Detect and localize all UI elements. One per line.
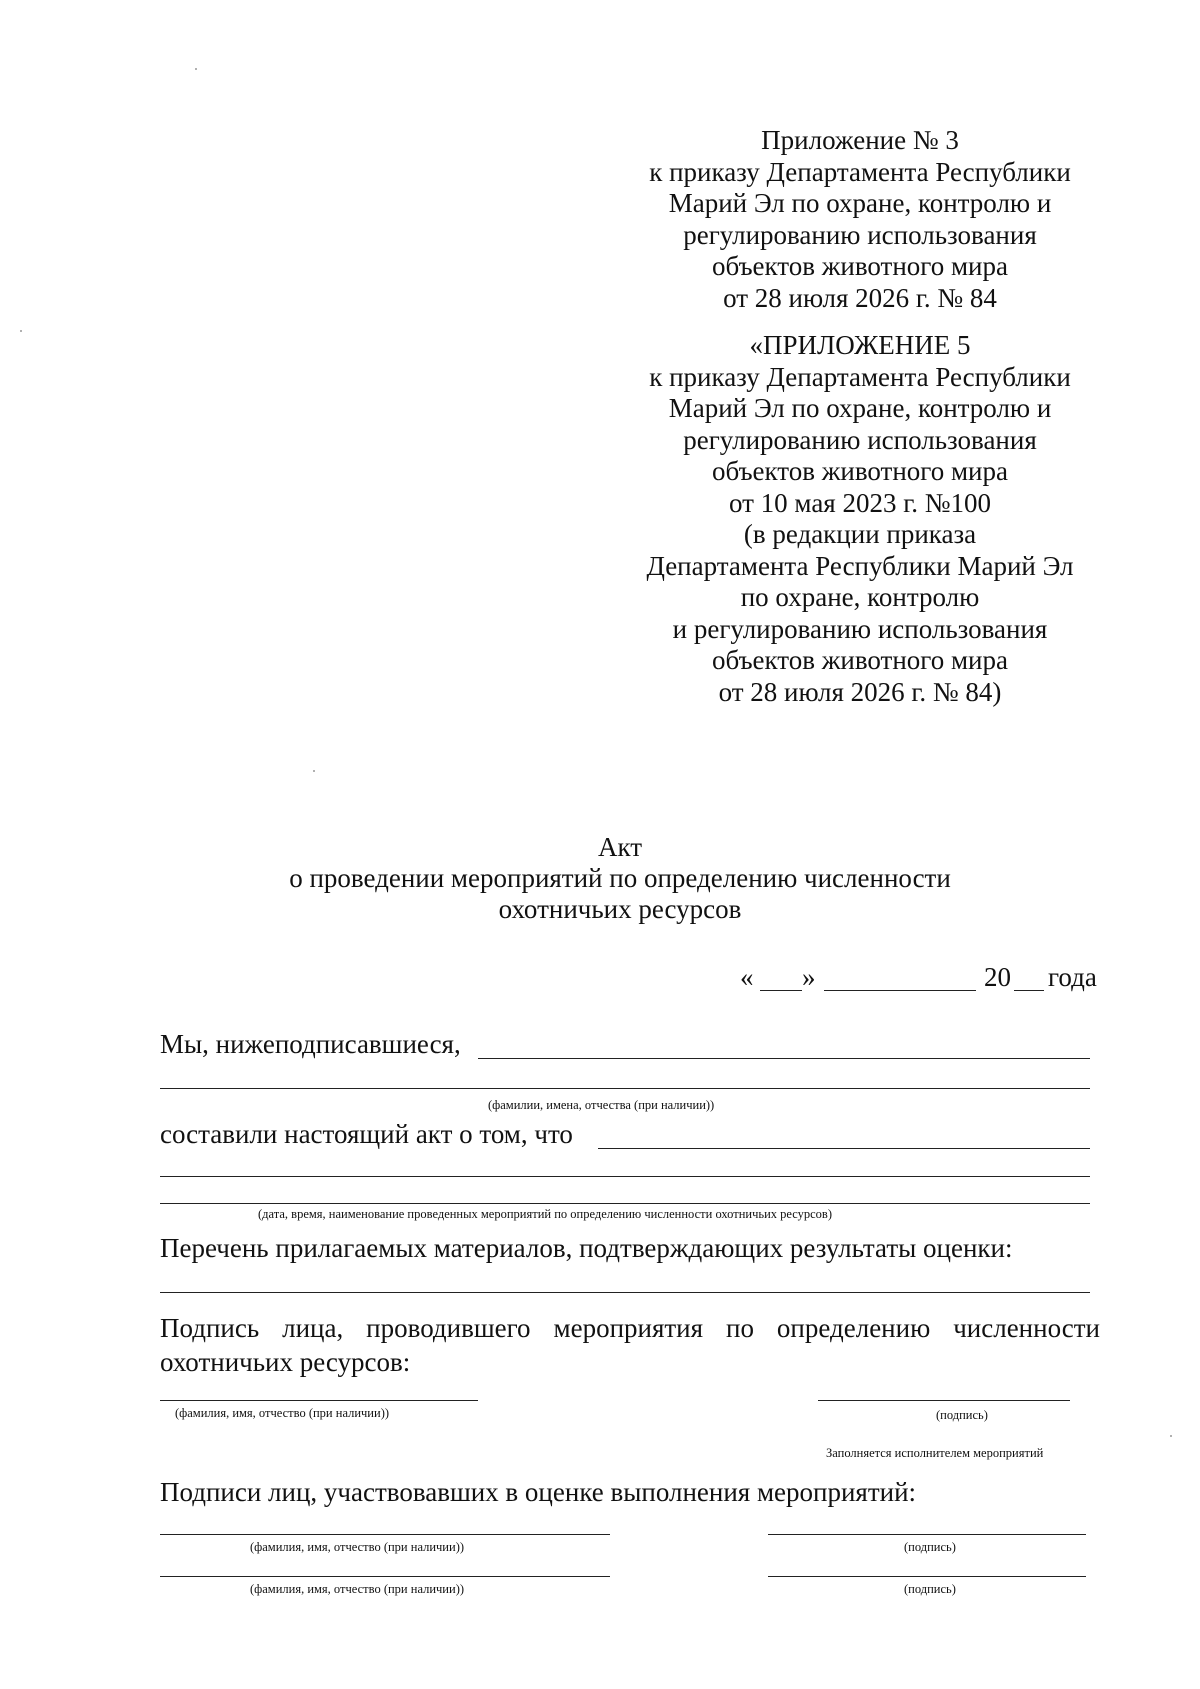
act-title: Акт [597, 832, 643, 862]
appendix-gap [620, 314, 1100, 330]
month-blank[interactable] [824, 990, 976, 991]
date-century: 20 [984, 962, 1011, 992]
appendix-line: регулированию использования [683, 219, 1037, 250]
participant-sign-blank[interactable] [768, 1534, 1086, 1535]
filled-by-note: Заполняется исполнителем мероприятий [826, 1446, 1044, 1460]
signers-blank[interactable] [478, 1058, 1090, 1059]
scan-speck [1170, 1435, 1172, 1437]
prior-appendix-line: Департамента Республики Марий Эл [646, 550, 1074, 581]
prior-appendix-line: Марий Эл по охране, контролю и [668, 393, 1052, 423]
appendix-line: Приложение № 3 [761, 125, 959, 155]
signers-label: Мы, нижеподписавшиеся, [160, 1029, 461, 1059]
date-line [740, 962, 1100, 996]
conductor-label: Подпись лица, проводившего мероприятия по определению численности [160, 1313, 1100, 1343]
appendix-header [620, 125, 1100, 708]
participants-label: Подписи лиц, участвовавших в оценке выполнения мероприятий: [160, 1477, 917, 1507]
act-title-block [200, 832, 1040, 925]
conductor-name-blank[interactable] [160, 1400, 478, 1401]
prior-appendix-line: «ПРИЛОЖЕНИЕ 5 [749, 330, 971, 360]
act-subtitle: о проведении мероприятий по определению численности [289, 863, 951, 893]
participant-sign-blank[interactable] [768, 1576, 1086, 1577]
prior-appendix-line: и регулированию использования [672, 613, 1048, 644]
signers-hint: (фамилии, имена, отчества (при наличии)) [488, 1098, 715, 1112]
prior-appendix-line: объектов животного мира [712, 456, 1008, 486]
participant-name-hint: (фамилия, имя, отчество (при наличии)) [250, 1582, 465, 1596]
scan-speck [20, 330, 22, 332]
conductor-name-hint: (фамилия, имя, отчество (при наличии)) [175, 1406, 390, 1420]
date-close-quote: » [802, 962, 816, 992]
date-open-quote: « [740, 962, 754, 992]
appendix-line: к приказу Департамента Республики [649, 156, 1071, 187]
prior-appendix-line: (в редакции приказа [743, 519, 977, 549]
participant-name-blank[interactable] [160, 1534, 610, 1535]
participant-name-hint: (фамилия, имя, отчество (при наличии)) [250, 1540, 465, 1554]
appendix-line: Марий Эл по охране, контролю и [668, 188, 1052, 218]
participant-sign-hint: (подпись) [904, 1540, 956, 1554]
year-blank[interactable] [1014, 990, 1044, 991]
prior-appendix-line: к приказу Департамента Республики [649, 361, 1071, 392]
prior-appendix-line: регулированию использования [683, 424, 1037, 455]
appendix-line: объектов животного мира [712, 251, 1008, 281]
signers-blank-2[interactable] [160, 1088, 1090, 1089]
prior-appendix-line: объектов животного мира [712, 645, 1008, 675]
scan-speck [195, 68, 197, 70]
participant-name-blank[interactable] [160, 1576, 610, 1577]
prior-appendix-line: по охране, контролю [740, 582, 980, 612]
conductor-label-2: охотничьих ресурсов: [160, 1347, 411, 1377]
conductor-sign-blank[interactable] [818, 1400, 1070, 1401]
day-blank[interactable] [760, 990, 802, 991]
materials-label: Перечень прилагаемых материалов, подтверждающих результаты оценки: [160, 1233, 1013, 1263]
compiled-blank-2[interactable] [160, 1176, 1090, 1177]
compiled-blank[interactable] [598, 1148, 1090, 1149]
conductor-sign-hint: (подпись) [936, 1408, 988, 1422]
materials-blank[interactable] [160, 1292, 1090, 1293]
prior-appendix-line: от 10 мая 2023 г. №100 [728, 487, 992, 518]
compiled-blank-3[interactable] [160, 1203, 1090, 1204]
compiled-hint: (дата, время, наименование проведенных мероприятий по определению численности охотничьих ресурсов) [258, 1207, 832, 1221]
participant-sign-hint: (подпись) [904, 1582, 956, 1596]
compiled-label: составили настоящий акт о том, что [160, 1119, 573, 1149]
appendix-line: от 28 июля 2026 г. № 84 [723, 282, 997, 313]
prior-appendix-line: от 28 июля 2026 г. № 84) [718, 676, 1002, 707]
year-word: года [1048, 962, 1097, 992]
act-subtitle: охотничьих ресурсов [498, 894, 742, 924]
scan-speck [313, 770, 315, 772]
